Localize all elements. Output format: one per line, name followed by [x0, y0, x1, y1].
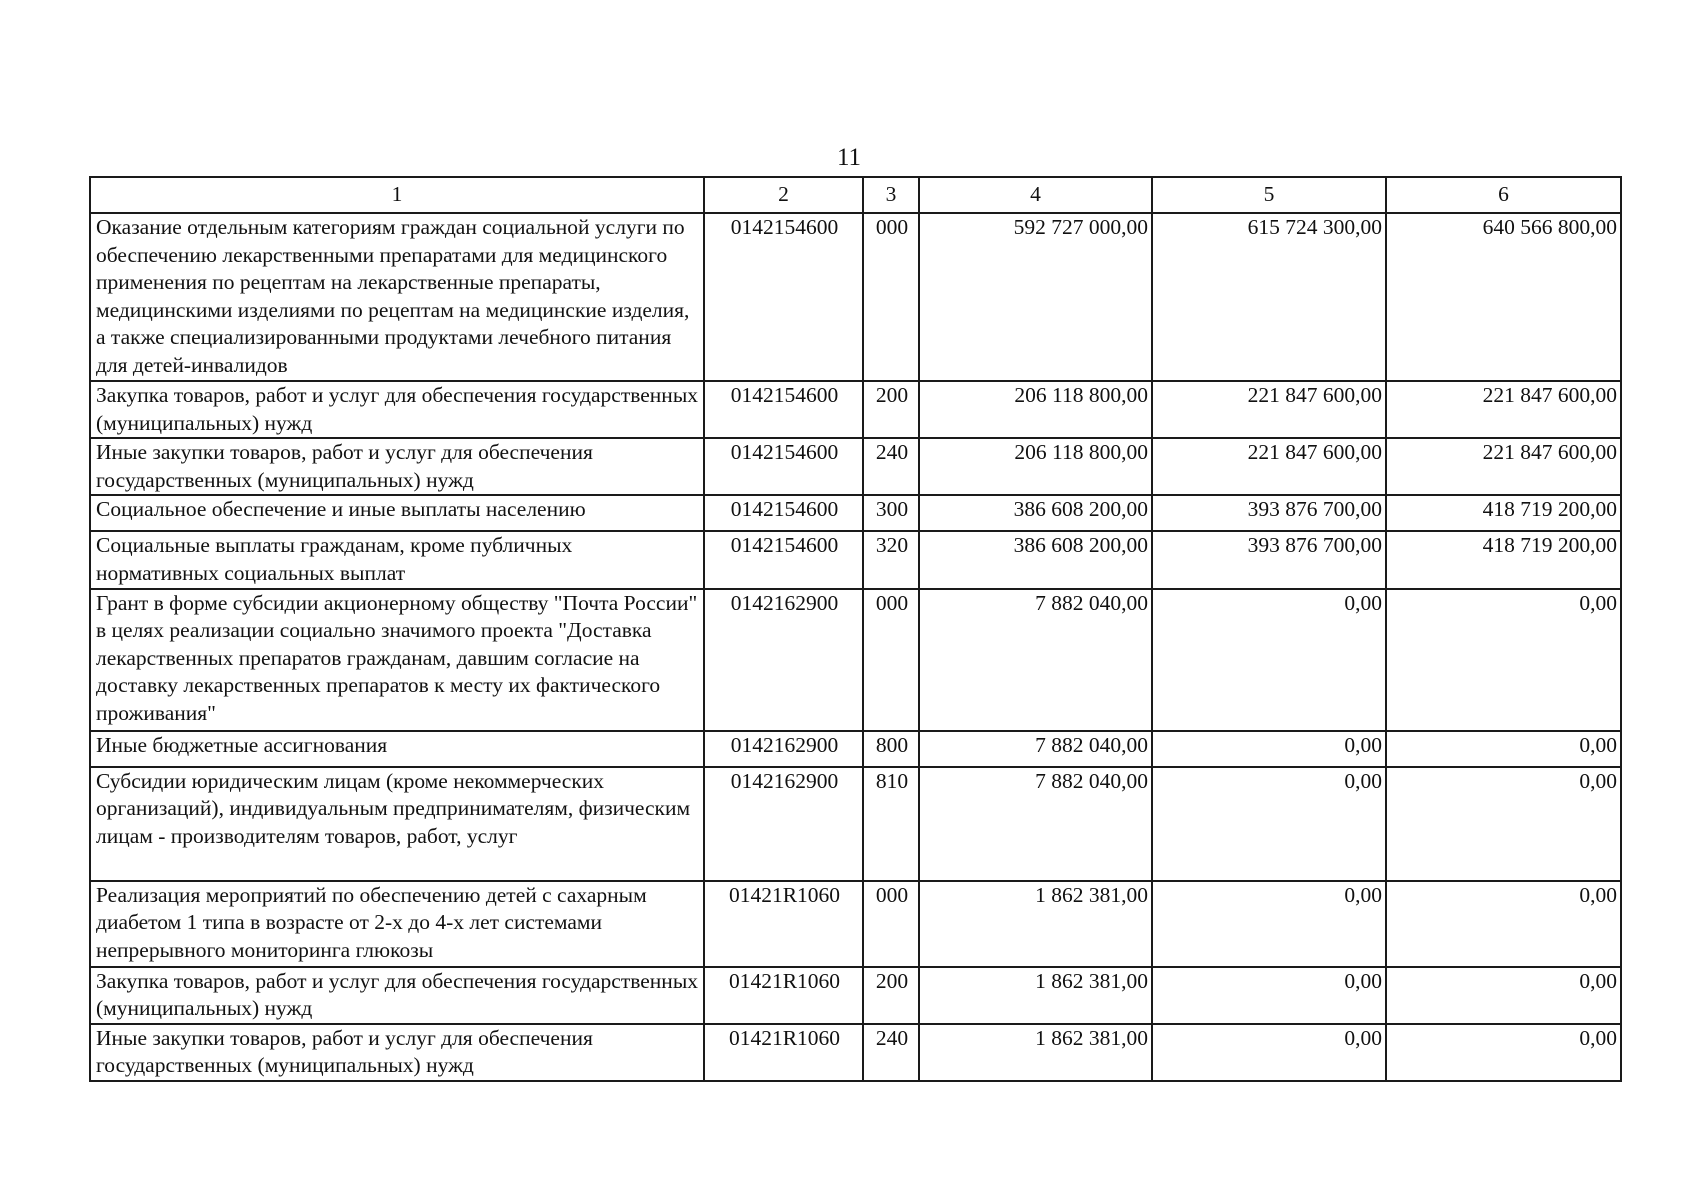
- header-col-4: 4: [919, 177, 1152, 213]
- table-row: [90, 495, 1621, 531]
- row-amount-col4-cell: 7 882 040,00: [919, 731, 1152, 767]
- row-name-cell: Иные закупки товаров, работ и услуг для обеспечения государственных (муниципальных) нужд: [90, 438, 704, 495]
- row-name-cell: Социальное обеспечение и иные выплаты населению: [90, 495, 704, 531]
- header-col-1: 1: [90, 177, 704, 213]
- row-name-cell: Иные бюджетные ассигнования: [90, 731, 704, 767]
- row-amount-col5-cell: 393 876 700,00: [1152, 495, 1386, 531]
- row-expense-type-cell: 240: [863, 438, 919, 495]
- row-amount-col4-cell: 206 118 800,00: [919, 438, 1152, 495]
- row-amount-col5-cell: 0,00: [1152, 589, 1386, 731]
- row-csr-code-cell: 0142154600: [704, 438, 863, 495]
- row-amount-col5-cell: 0,00: [1152, 731, 1386, 767]
- header-row: [90, 177, 1621, 213]
- row-amount-col4-cell: 386 608 200,00: [919, 531, 1152, 588]
- row-name-cell: Закупка товаров, работ и услуг для обеспечения государственных (муниципальных) нужд: [90, 381, 704, 438]
- table-row: [90, 438, 1621, 495]
- row-amount-col6-cell: 0,00: [1386, 1024, 1621, 1081]
- row-expense-type-cell: 300: [863, 495, 919, 531]
- row-name-cell: Реализация мероприятий по обеспечению детей с сахарным диабетом 1 типа в возрасте от 2-х до 4-х лет системами непрерывного мониторинга глюкозы: [90, 881, 704, 967]
- row-amount-col6-cell: 0,00: [1386, 881, 1621, 967]
- row-name-cell: Субсидии юридическим лицам (кроме некоммерческих организаций), индивидуальным предпринимателям, физическим лицам - производителям товаров, работ, услуг: [90, 767, 704, 881]
- row-amount-col5-cell: 393 876 700,00: [1152, 531, 1386, 588]
- row-amount-col5-cell: 0,00: [1152, 881, 1386, 967]
- row-amount-col5-cell: 0,00: [1152, 1024, 1386, 1081]
- header-col-3: 3: [863, 177, 919, 213]
- table-row: [90, 213, 1621, 381]
- row-expense-type-cell: 000: [863, 881, 919, 967]
- row-name-cell: Социальные выплаты гражданам, кроме публичных нормативных социальных выплат: [90, 531, 704, 588]
- row-expense-type-cell: 320: [863, 531, 919, 588]
- row-expense-type-cell: 000: [863, 589, 919, 731]
- row-amount-col6-cell: 0,00: [1386, 589, 1621, 731]
- row-name-cell: Иные закупки товаров, работ и услуг для обеспечения государственных (муниципальных) нужд: [90, 1024, 704, 1081]
- row-name-cell: Грант в форме субсидии акционерному обществу "Почта России" в целях реализации социально значимого проекта "Доставка лекарственных препаратов гражданам, давшим согласие на доставку лекарственных препаратов к месту их фактического проживания": [90, 589, 704, 731]
- row-name-cell: Закупка товаров, работ и услуг для обеспечения государственных (муниципальных) нужд: [90, 967, 704, 1024]
- row-amount-col6-cell: 418 719 200,00: [1386, 495, 1621, 531]
- row-amount-col6-cell: 640 566 800,00: [1386, 213, 1621, 381]
- row-expense-type-cell: 800: [863, 731, 919, 767]
- row-amount-col5-cell: 0,00: [1152, 967, 1386, 1024]
- row-amount-col4-cell: 1 862 381,00: [919, 881, 1152, 967]
- table-row: [90, 731, 1621, 767]
- table-row: [90, 589, 1621, 731]
- row-amount-col5-cell: 0,00: [1152, 767, 1386, 881]
- header-col-5: 5: [1152, 177, 1386, 213]
- row-csr-code-cell: 0142154600: [704, 381, 863, 438]
- row-amount-col4-cell: 592 727 000,00: [919, 213, 1152, 381]
- row-amount-col6-cell: 0,00: [1386, 967, 1621, 1024]
- row-amount-col6-cell: 418 719 200,00: [1386, 531, 1621, 588]
- header-col-2: 2: [704, 177, 863, 213]
- table-row: [90, 767, 1621, 881]
- row-amount-col6-cell: 0,00: [1386, 731, 1621, 767]
- row-amount-col6-cell: 0,00: [1386, 767, 1621, 881]
- row-amount-col4-cell: 7 882 040,00: [919, 589, 1152, 731]
- row-amount-col5-cell: 221 847 600,00: [1152, 381, 1386, 438]
- row-csr-code-cell: 01421R1060: [704, 1024, 863, 1081]
- row-csr-code-cell: 0142154600: [704, 531, 863, 588]
- header-col-6: 6: [1386, 177, 1621, 213]
- row-amount-col6-cell: 221 847 600,00: [1386, 381, 1621, 438]
- row-expense-type-cell: 200: [863, 967, 919, 1024]
- row-csr-code-cell: 0142154600: [704, 213, 863, 381]
- row-csr-code-cell: 01421R1060: [704, 881, 863, 967]
- row-expense-type-cell: 240: [863, 1024, 919, 1081]
- row-amount-col4-cell: 1 862 381,00: [919, 967, 1152, 1024]
- row-amount-col4-cell: 206 118 800,00: [919, 381, 1152, 438]
- budget-table: [89, 176, 1622, 1082]
- table-row: [90, 881, 1621, 967]
- row-csr-code-cell: 0142162900: [704, 731, 863, 767]
- row-amount-col4-cell: 1 862 381,00: [919, 1024, 1152, 1081]
- page-number: 11: [836, 144, 862, 171]
- row-amount-col6-cell: 221 847 600,00: [1386, 438, 1621, 495]
- row-expense-type-cell: 000: [863, 213, 919, 381]
- row-csr-code-cell: 01421R1060: [704, 967, 863, 1024]
- row-csr-code-cell: 0142162900: [704, 767, 863, 881]
- row-csr-code-cell: 0142154600: [704, 495, 863, 531]
- table-row: [90, 967, 1621, 1024]
- table-row: [90, 531, 1621, 588]
- row-amount-col4-cell: 7 882 040,00: [919, 767, 1152, 881]
- table-row: [90, 381, 1621, 438]
- row-amount-col5-cell: 615 724 300,00: [1152, 213, 1386, 381]
- row-amount-col5-cell: 221 847 600,00: [1152, 438, 1386, 495]
- row-amount-col4-cell: 386 608 200,00: [919, 495, 1152, 531]
- row-expense-type-cell: 200: [863, 381, 919, 438]
- row-name-cell: Оказание отдельным категориям граждан социальной услуги по обеспечению лекарственными препаратами для медицинского применения по рецептам на лекарственные препараты, медицинскими изделиями по рецептам на медицинские изделия, а также специализированными продуктами лечебного питания для детей-инвалидов: [90, 213, 704, 381]
- row-csr-code-cell: 0142162900: [704, 589, 863, 731]
- table-body: [90, 213, 1621, 1081]
- table-row: [90, 1024, 1621, 1081]
- row-expense-type-cell: 810: [863, 767, 919, 881]
